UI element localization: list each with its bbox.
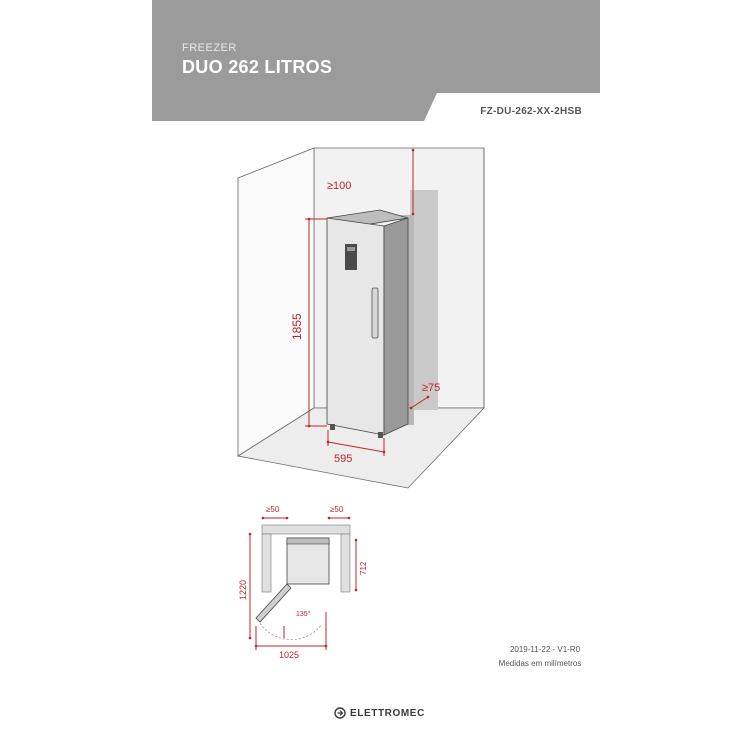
product-title: DUO 262 LITROS <box>182 57 333 77</box>
model-code: FZ-DU-262-XX-2HSB <box>480 106 582 117</box>
dim-top-clearance: ≥100 <box>327 180 352 192</box>
units-note: Medidas em milímetros <box>498 659 582 668</box>
dim-right-clearance: ≥50 <box>330 505 344 514</box>
door-open-plan <box>256 584 291 622</box>
dim-door-angle: 135° <box>296 611 311 618</box>
dim-height: 1855 <box>290 313 304 340</box>
dim-width-open: 1025 <box>279 650 300 660</box>
brand-name: ELETTROMEC <box>350 707 425 719</box>
date-version: 2019-11-22 - V1-R0 <box>509 645 581 654</box>
door-handle <box>372 288 378 338</box>
top-view-plan <box>256 525 350 640</box>
brand-logo <box>334 705 425 721</box>
dim-depth-open: 1220 <box>238 579 248 600</box>
dim-left-clearance: ≥50 <box>266 505 280 514</box>
freezer-plan <box>287 538 329 584</box>
dim-width: 595 <box>334 453 353 465</box>
product-category: FREEZER <box>182 42 237 54</box>
dim-back-clearance: ≥75 <box>422 382 441 394</box>
freezer-body <box>327 210 408 438</box>
elettromec-logo-icon <box>334 707 346 719</box>
dim-depth-closed: 712 <box>359 561 368 575</box>
